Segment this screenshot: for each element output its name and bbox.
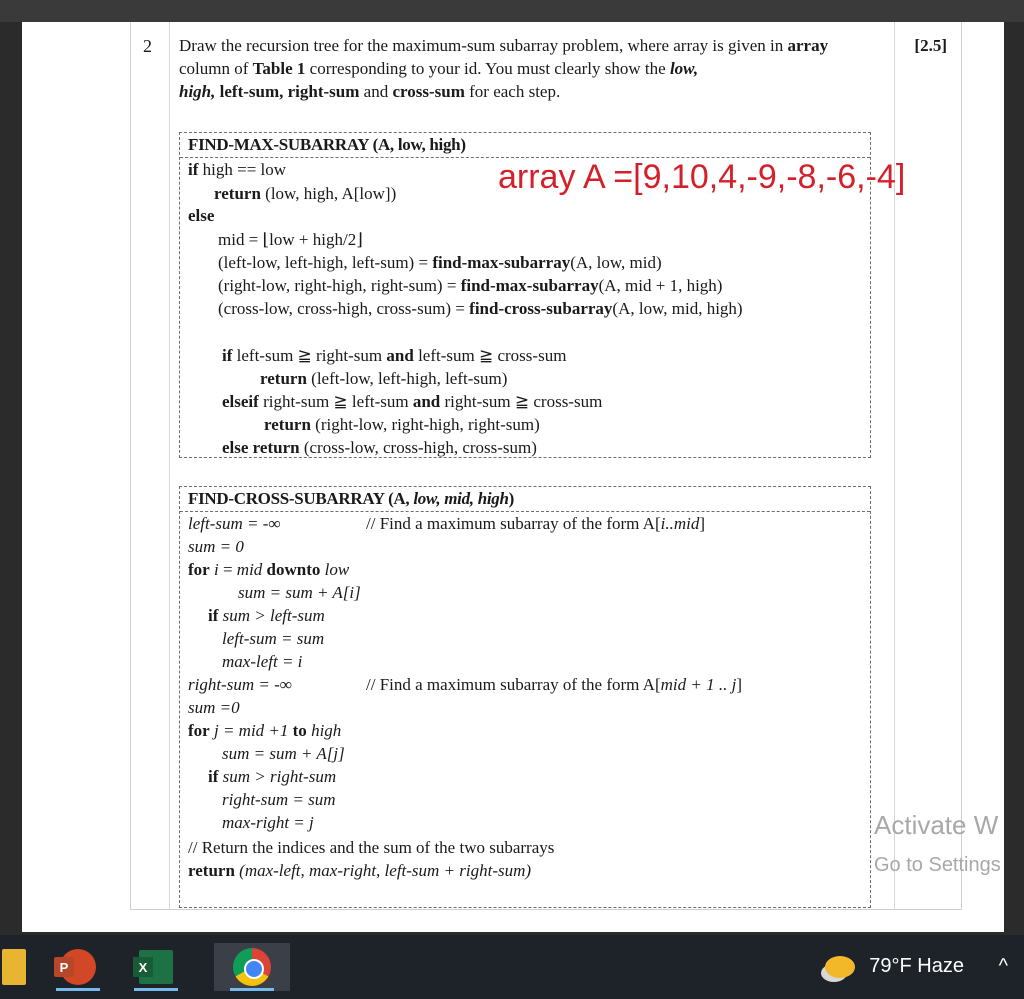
code-line: elseif right-sum ≧ left-sum and right-sum ≧ cross-sum (222, 392, 603, 411)
weather-widget[interactable] (825, 955, 964, 978)
activate-windows-watermark: Activate W (874, 810, 999, 840)
code-line: right-sum = -∞ (188, 675, 292, 694)
code-line: return (low, high, A[low]) (214, 184, 397, 203)
code-line: sum = sum + A[j] (222, 744, 345, 763)
code-line: else return (cross-low, cross-high, cross-sum) (222, 438, 537, 457)
taskbar-excel-app[interactable] (128, 943, 184, 991)
go-to-settings-watermark: Go to Settings (874, 854, 1001, 876)
question-table (130, 22, 962, 910)
code-line: for i = mid downto low (188, 560, 350, 579)
question-number: 2 (143, 36, 152, 56)
code-comment: // Find a maximum subarray of the form A[mid + 1 .. j] (366, 675, 742, 694)
code-line: left-sum = sum (222, 629, 325, 648)
taskbar (0, 935, 1024, 999)
code-line: return (max-left, max-right, left-sum + right-sum) (188, 861, 532, 880)
find-cross-subarray-title: FIND-CROSS-SUBARRAY (A, low, mid, high) (180, 487, 870, 512)
marks-column (894, 22, 961, 909)
code-line: (cross-low, cross-high, cross-sum) = find-cross-subarray(A, low, mid, high) (218, 299, 743, 318)
code-line: mid = ⌊low + high/2⌋ (218, 230, 363, 249)
code-line: max-right = j (222, 813, 314, 832)
code-line: (left-low, left-high, left-sum) = find-max-subarray(A, low, mid) (218, 253, 662, 272)
code-line: if left-sum ≧ right-sum and left-sum ≧ cross-sum (222, 346, 567, 365)
code-comment: // Find a maximum subarray of the form A[i..mid] (366, 514, 706, 533)
window-top-bar (0, 0, 1024, 22)
code-line: (right-low, right-high, right-sum) = find-max-subarray(A, mid + 1, high) (218, 276, 723, 295)
weather-text: 79°F Haze (869, 955, 964, 977)
handwritten-array-annotation: array A =[9,10,4,-9,-8,-6,-4] (498, 158, 906, 196)
powerpoint-icon: P (60, 949, 96, 985)
question-marks: [2.5] (914, 36, 947, 55)
folder-icon (2, 949, 26, 985)
code-line: return (right-low, right-high, right-sum) (264, 415, 540, 434)
chrome-icon (233, 948, 271, 986)
find-max-subarray-title: FIND-MAX-SUBARRAY (A, low, high) (180, 133, 870, 158)
code-line: sum = sum + A[i] (238, 583, 361, 602)
document-page (22, 22, 1004, 932)
code-line: right-sum = sum (222, 790, 336, 809)
code-line: return (left-low, left-high, left-sum) (260, 369, 508, 388)
code-line: max-left = i (222, 652, 303, 671)
question-number-column (131, 22, 170, 909)
code-line: if high == low (188, 160, 287, 179)
taskbar-powerpoint-app[interactable] (50, 943, 106, 991)
question-text: Draw the recursion tree for the maximum-sum subarray problem, where array is given in array column of Table 1 corresponding to your id. You must clearly show the low, high, left-sum, right-sum and cross-sum for each step. (179, 36, 829, 101)
code-line: for j = mid +1 to high (188, 721, 342, 740)
code-line: if sum > left-sum (208, 606, 325, 625)
code-comment: // Return the indices and the sum of the two subarrays (188, 838, 555, 857)
code-line: else (188, 206, 215, 225)
code-line: if sum > right-sum (208, 767, 337, 786)
code-line: left-sum = -∞ (188, 514, 281, 533)
taskbar-folder-app[interactable] (0, 943, 42, 991)
taskbar-chrome-app[interactable] (214, 943, 290, 991)
find-cross-subarray-box (179, 486, 871, 908)
code-line: sum = 0 (188, 537, 244, 556)
excel-icon: X (139, 950, 173, 984)
code-line: sum =0 (188, 698, 240, 717)
weather-haze-icon (825, 956, 855, 978)
show-hidden-icons-chevron-icon[interactable]: ^ (998, 955, 1008, 977)
